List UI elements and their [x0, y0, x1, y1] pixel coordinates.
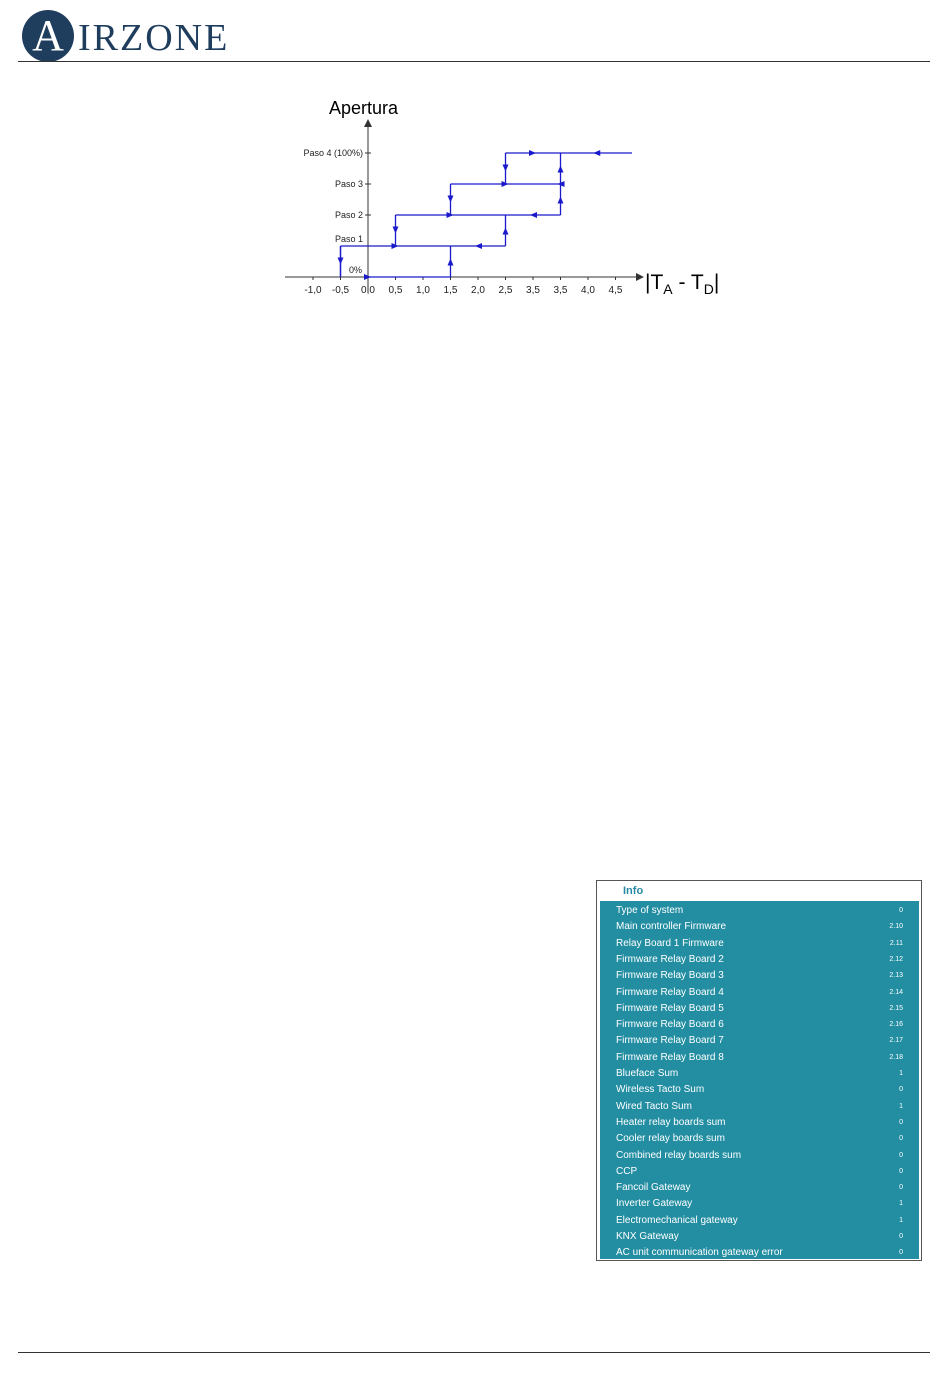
info-row — [600, 1033, 919, 1049]
info-row-label: Type of system — [616, 905, 684, 916]
info-row-value: 0 — [899, 1249, 903, 1257]
x-tick-label: 3,5 — [553, 285, 568, 296]
x-axis-label: $|T_A - T_D|$ — [645, 271, 720, 297]
info-row — [600, 936, 919, 952]
info-row — [600, 1180, 919, 1196]
info-row-value: 0 — [899, 1167, 903, 1175]
info-row — [600, 1229, 919, 1245]
info-row-label: CCP — [616, 1165, 638, 1177]
info-row-value: 2.12 — [889, 955, 903, 963]
x-tick-label: 4,0 — [581, 285, 595, 296]
info-row-value: 2.13 — [889, 972, 903, 980]
info-row-value: 0 — [899, 1086, 903, 1094]
info-row-value: 0 — [899, 1233, 903, 1240]
info-row-value: 1 — [899, 1216, 903, 1224]
info-row — [600, 985, 919, 1001]
info-row — [600, 968, 919, 984]
header-rule — [18, 61, 930, 62]
info-row-label: Firmware Relay Board 5 — [616, 1002, 724, 1014]
info-row — [600, 1131, 919, 1147]
info-row — [600, 1001, 919, 1017]
x-tick-label: -1,0 — [304, 285, 322, 296]
x-tick-label: -0,5 — [331, 285, 350, 296]
x-tick-label: 2,0 — [471, 285, 485, 296]
info-row — [600, 1115, 919, 1131]
curve-arrow — [593, 150, 600, 156]
info-row — [600, 1099, 919, 1115]
x-tick-label: 2,5 — [498, 285, 513, 296]
info-row — [600, 1196, 919, 1212]
y-tick-label: Paso 1 — [334, 234, 363, 244]
info-row — [600, 952, 919, 968]
info-row-value: 2.14 — [889, 988, 903, 996]
y-tick-label: Paso 3 — [334, 179, 363, 189]
x-tick-label: 0,0 — [361, 285, 375, 296]
y-tick-label: 0% — [348, 265, 362, 275]
info-row-label: Electromechanical gateway — [616, 1214, 738, 1226]
info-row-label: Firmware Relay Board 2 — [616, 953, 724, 965]
info-row-value: 0 — [899, 1118, 903, 1126]
info-row — [600, 1164, 919, 1180]
info-panel-body — [600, 901, 919, 1259]
info-row — [600, 1066, 919, 1082]
info-row-value: 2.10 — [889, 923, 903, 931]
info-row-value: 1 — [899, 1102, 903, 1110]
info-row-value: 2.17 — [889, 1037, 903, 1045]
info-row — [600, 1082, 919, 1098]
info-row-label: Wireless Tacto Sum — [616, 1084, 705, 1096]
logo-letter: A — [32, 11, 64, 60]
x-tick-label: 1,0 — [416, 285, 430, 296]
info-panel-title: Info — [623, 885, 644, 897]
info-row-label: Combined relay boards sum — [616, 1149, 742, 1161]
info-row-value: 2.15 — [889, 1004, 903, 1012]
logo-text: IRZONE — [78, 17, 230, 59]
info-row-label: Inverter Gateway — [616, 1198, 693, 1210]
curve-arrow — [558, 166, 564, 173]
info-row — [600, 903, 919, 919]
info-row-label: Firmware Relay Board 8 — [616, 1051, 724, 1063]
info-row-value: 0 — [899, 907, 903, 914]
info-row-label: Main controller Firmware — [616, 921, 727, 933]
info-panel — [596, 880, 922, 1261]
curve-arrow — [558, 197, 564, 204]
info-row-value: 0 — [899, 1184, 903, 1192]
x-tick-label: 1,5 — [443, 285, 458, 296]
info-row-value: 0 — [899, 1151, 903, 1159]
info-row-value: 2.11 — [889, 939, 903, 947]
y-tick-label: Paso 4 (100%) — [303, 148, 363, 158]
curve-arrow — [448, 259, 454, 266]
hysteresis-chart — [285, 88, 735, 313]
footer-rule — [18, 1352, 930, 1353]
curve-arrow — [475, 243, 482, 249]
info-row-label: Cooler relay boards sum — [616, 1133, 725, 1145]
x-tick-label: 4,5 — [608, 285, 623, 296]
info-row-label: Heater relay boards sum — [616, 1116, 726, 1128]
curve-arrow — [530, 212, 537, 218]
info-row-value: 1 — [899, 1200, 903, 1208]
info-row-value: 1 — [899, 1070, 903, 1077]
chart-title: Apertura — [329, 98, 399, 118]
x-tick-label: 0,5 — [388, 285, 403, 296]
curve-arrow — [448, 196, 454, 203]
info-row-label: Fancoil Gateway — [616, 1182, 691, 1194]
info-row-label: Blueface Sum — [616, 1068, 679, 1079]
curve-arrow — [393, 227, 399, 234]
info-row — [600, 1245, 919, 1261]
curve-arrow — [503, 165, 509, 172]
info-row-label: Firmware Relay Board 6 — [616, 1019, 724, 1031]
info-row — [600, 1050, 919, 1066]
info-row — [600, 1148, 919, 1164]
info-row — [600, 919, 919, 935]
x-tick-label: 3,5 — [526, 285, 540, 296]
info-row-label: Wired Tacto Sum — [616, 1100, 692, 1112]
info-row-value: 2.18 — [889, 1053, 903, 1061]
info-row — [600, 1017, 919, 1033]
info-row — [600, 1213, 919, 1229]
y-tick-label: Paso 2 — [334, 210, 363, 220]
info-row-label: Relay Board 1 Firmware — [616, 937, 724, 949]
info-row-label: Firmware Relay Board 3 — [616, 970, 724, 982]
info-row-label: Firmware Relay Board 7 — [616, 1035, 724, 1047]
info-row-label: Firmware Relay Board 4 — [616, 986, 724, 998]
curve-arrow — [503, 228, 509, 235]
info-row-value: 0 — [899, 1135, 903, 1143]
info-row-value: 2.16 — [889, 1021, 903, 1029]
info-row-label: KNX Gateway — [616, 1231, 679, 1242]
curve-arrow — [529, 150, 536, 156]
info-row-label: AC unit communication gateway error — [616, 1247, 783, 1259]
